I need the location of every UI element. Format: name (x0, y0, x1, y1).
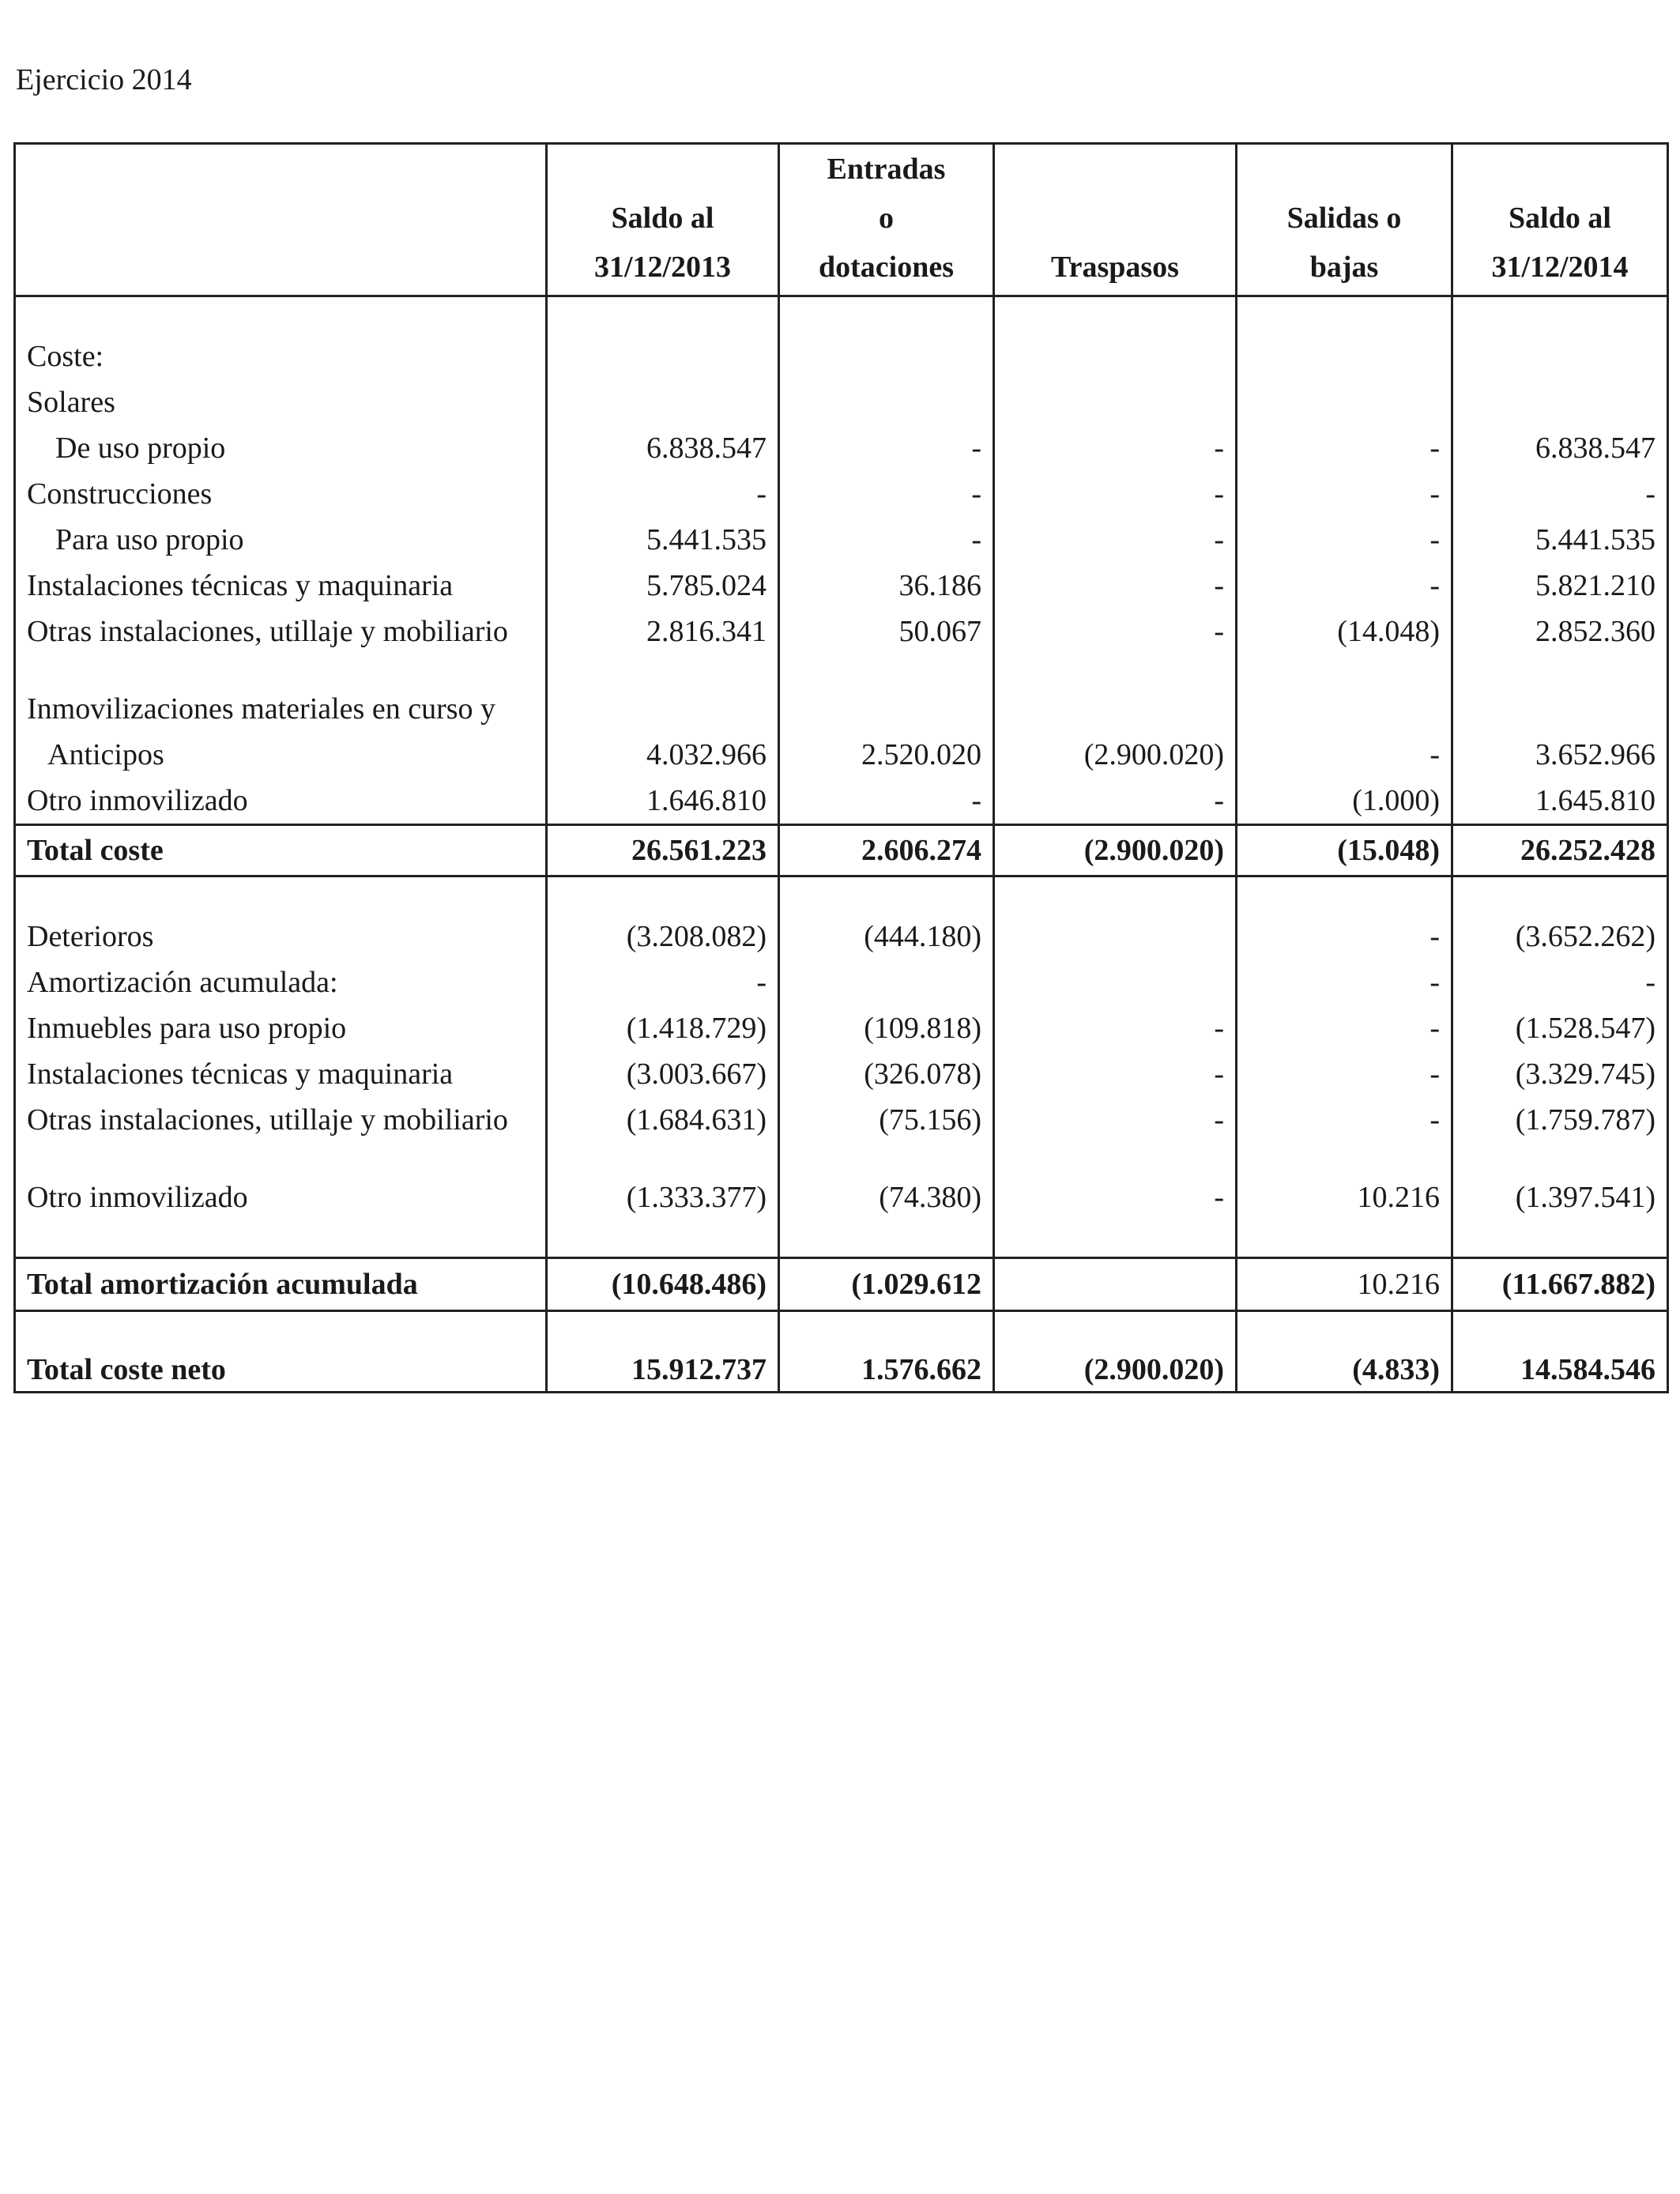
cell: - (1452, 959, 1668, 1005)
cell: - (994, 1051, 1237, 1097)
row-label: Total amortización acumulada (15, 1258, 547, 1311)
cell: 26.561.223 (547, 825, 779, 876)
cell: (3.208.082) (547, 914, 779, 959)
cell: - (994, 778, 1237, 825)
cell: - (779, 425, 994, 471)
cell: - (779, 778, 994, 825)
cell: - (994, 471, 1237, 517)
cell: 15.912.737 (547, 1311, 779, 1393)
table-row (15, 425, 1668, 471)
cell: - (1237, 563, 1452, 609)
total-coste-neto-row (15, 1311, 1668, 1393)
cell: 50.067 (779, 609, 994, 686)
header-saldo-2014: Saldo al 31/12/2014 (1452, 144, 1668, 296)
table-row (15, 778, 1668, 825)
cell: - (547, 959, 779, 1005)
cell: (1.000) (1237, 778, 1452, 825)
cell: (2.900.020) (994, 732, 1237, 778)
cell: - (779, 517, 994, 563)
table-row (15, 732, 1668, 778)
cell: (3.003.667) (547, 1051, 779, 1097)
header-saldo-2013: Saldo al 31/12/2013 (547, 144, 779, 296)
cell: (1.759.787) (1452, 1097, 1668, 1174)
cell: (444.180) (779, 914, 994, 959)
cell: 36.186 (779, 563, 994, 609)
row-label: De uso propio (15, 425, 547, 471)
cell: - (779, 471, 994, 517)
cell: (1.418.729) (547, 1005, 779, 1051)
cell: 14.584.546 (1452, 1311, 1668, 1393)
table-row (15, 609, 1668, 686)
cell: (14.048) (1237, 609, 1452, 686)
cell: - (994, 609, 1237, 686)
row-label: Inmuebles para uso propio (15, 1005, 547, 1051)
section-label-row (15, 334, 1668, 379)
table-row (15, 1005, 1668, 1051)
cell: - (1237, 471, 1452, 517)
row-label: Total coste (15, 825, 547, 876)
cell: (1.029.612 (779, 1258, 994, 1311)
row-label: Instalaciones técnicas y maquinaria (15, 563, 547, 609)
row-label: Otro inmovilizado (15, 1174, 547, 1220)
cell: (1.528.547) (1452, 1005, 1668, 1051)
row-label: Para uso propio (15, 517, 547, 563)
cell: (1.684.631) (547, 1097, 779, 1174)
header-traspasos: Traspasos (994, 144, 1237, 296)
cell: 1.646.810 (547, 778, 779, 825)
cell: 3.652.966 (1452, 732, 1668, 778)
total-amortizacion-row (15, 1258, 1668, 1311)
cell: 5.441.535 (547, 517, 779, 563)
cell: - (994, 517, 1237, 563)
cell (994, 959, 1237, 1005)
cell (994, 1258, 1237, 1311)
row-label: Total coste neto (15, 1311, 547, 1393)
cell (779, 959, 994, 1005)
header-salidas: Salidas o bajas (1237, 144, 1452, 296)
cell: - (994, 1174, 1237, 1220)
cell: - (1452, 471, 1668, 517)
cell: - (994, 1005, 1237, 1051)
section-label: Coste: (15, 334, 547, 379)
header-empty (15, 144, 547, 296)
table-row (15, 563, 1668, 609)
cell: 5.821.210 (1452, 563, 1668, 609)
cell: (3.652.262) (1452, 914, 1668, 959)
cell: - (1237, 914, 1452, 959)
table-row (15, 1174, 1668, 1220)
page-caption: Ejercicio 2014 (16, 63, 192, 96)
cell: 2.852.360 (1452, 609, 1668, 686)
cell: - (1237, 1005, 1452, 1051)
table-row (15, 959, 1668, 1005)
table-row (15, 517, 1668, 563)
cell: 1.645.810 (1452, 778, 1668, 825)
cell: 2.816.341 (547, 609, 779, 686)
total-coste-row (15, 825, 1668, 876)
cell: 4.032.966 (547, 732, 779, 778)
table-row (15, 914, 1668, 959)
cell: - (1237, 1051, 1452, 1097)
cell: (109.818) (779, 1005, 994, 1051)
cell: 26.252.428 (1452, 825, 1668, 876)
cell: - (1237, 732, 1452, 778)
cell: 10.216 (1237, 1258, 1452, 1311)
cell: - (547, 471, 779, 517)
cell: (2.900.020) (994, 1311, 1237, 1393)
cell: 2.520.020 (779, 732, 994, 778)
cell: 6.838.547 (1452, 425, 1668, 471)
cell: (15.048) (1237, 825, 1452, 876)
cell: 2.606.274 (779, 825, 994, 876)
cell: - (994, 563, 1237, 609)
row-label: Amortización acumulada: (15, 959, 547, 1005)
cell: - (994, 1097, 1237, 1174)
cell: (74.380) (779, 1174, 994, 1220)
cell: - (1237, 1097, 1452, 1174)
cell: (1.397.541) (1452, 1174, 1668, 1220)
table-row-label-only (15, 686, 1668, 732)
cell: (1.333.377) (547, 1174, 779, 1220)
cell: - (1237, 959, 1452, 1005)
cell: (75.156) (779, 1097, 994, 1174)
cell: 5.785.024 (547, 563, 779, 609)
cell: - (994, 425, 1237, 471)
cell (994, 914, 1237, 959)
cell: - (1237, 425, 1452, 471)
header-row (15, 144, 1668, 296)
group-label: Solares (15, 379, 547, 425)
cell: (4.833) (1237, 1311, 1452, 1393)
cell: 1.576.662 (779, 1311, 994, 1393)
row-label: Instalaciones técnicas y maquinaria (15, 1051, 547, 1097)
row-label: Otro inmovilizado (15, 778, 547, 825)
row-label: Inmovilizaciones materiales en curso y (15, 686, 547, 732)
cell: 5.441.535 (1452, 517, 1668, 563)
row-label: Otras instalaciones, utillaje y mobiliario (15, 609, 547, 686)
table-row (15, 1051, 1668, 1097)
cell: 6.838.547 (547, 425, 779, 471)
cell: (2.900.020) (994, 825, 1237, 876)
table-row (15, 471, 1668, 517)
group-label-row (15, 379, 1668, 425)
header-entradas: Entradas o dotaciones (779, 144, 994, 296)
row-label: Otras instalaciones, utillaje y mobiliario (15, 1097, 547, 1174)
cell: (10.648.486) (547, 1258, 779, 1311)
table-row (15, 1097, 1668, 1174)
row-label: Construcciones (15, 471, 547, 517)
cell: (11.667.882) (1452, 1258, 1668, 1311)
row-label: Deterioros (15, 914, 547, 959)
cell: 10.216 (1237, 1174, 1452, 1220)
cell: (326.078) (779, 1051, 994, 1097)
row-label: Anticipos (15, 732, 547, 778)
cell: - (1237, 517, 1452, 563)
cell: (3.329.745) (1452, 1051, 1668, 1097)
fixed-assets-table (13, 142, 1669, 1393)
